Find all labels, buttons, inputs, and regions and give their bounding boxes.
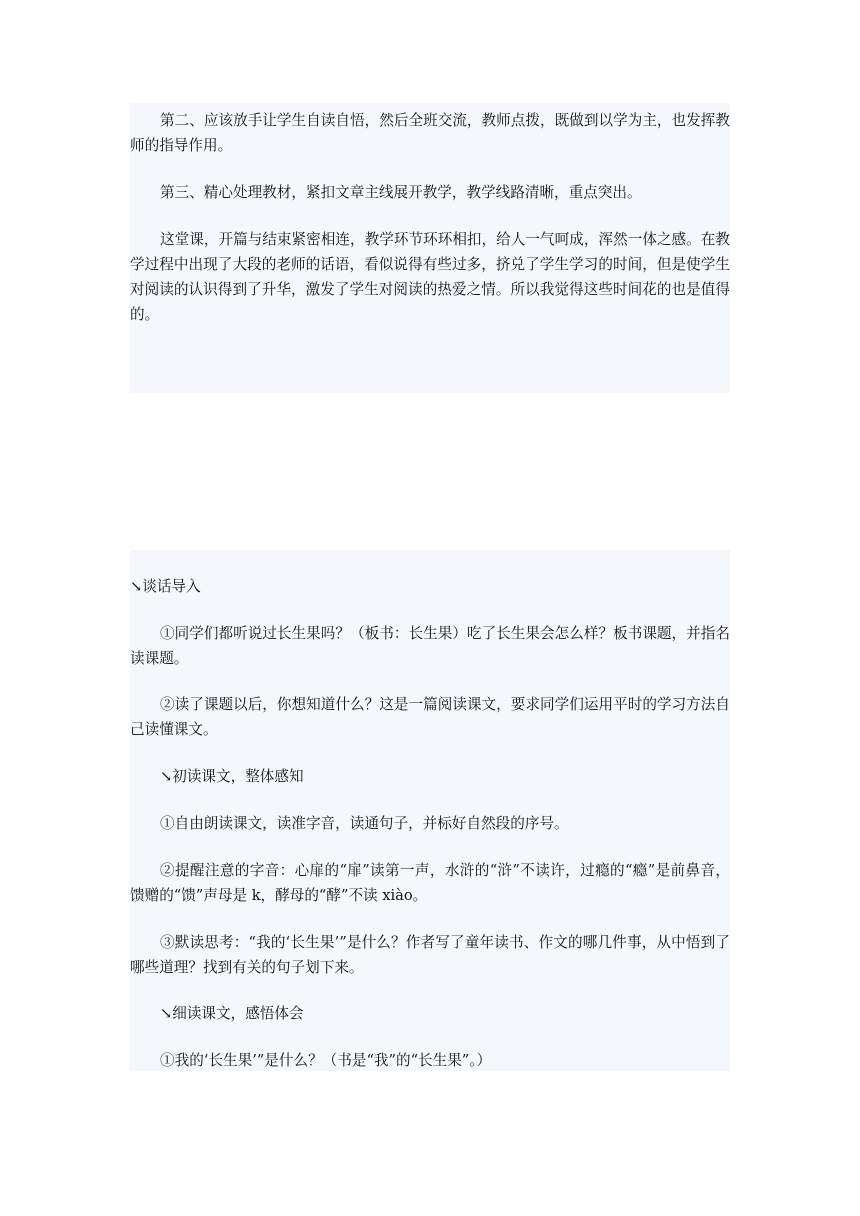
paragraph-second-point: 第二、应该放手让学生自读自悟，然后全班交流，教师点拨，既做到以学为主，也发挥教师的指导作用。 (130, 112, 730, 154)
paragraph-summary: 这堂课，开篇与结束紧密相连，教学环节环环相扣，给人一气呵成，浑然一体之感。在教学过程中出现了大段的老师的话语，看似说得有些过多，挤兑了学生学习的时间，但是使学生对阅读的认识得到了升华，激发了学生对阅读的热爱之情。所以我觉得这些时间花的也是值得的。 (130, 231, 730, 323)
paragraph-third-point: 第三、精心处理教材，紧扣文章主线展开教学，教学线路清晰，重点突出。 (160, 184, 642, 201)
section-heading-first-reading: ↘初读课文，整体感知 (160, 768, 304, 785)
text-block-2 (130, 550, 730, 1071)
paragraph-close-reading-1: ①我的‘长生果’”是什么？（书是“我”的“长生果”。） (160, 1052, 492, 1069)
paragraph-first-reading-3: ③默读思考：“我的‘长生果’”是什么？作者写了童年读书、作文的哪几件事，从中悟到了哪些道理？找到有关的句子划下来。 (130, 934, 730, 976)
text-block-1 (130, 103, 730, 393)
paragraph-first-reading-2: ②提醒注意的字音：心扉的“扉”读第一声，水浒的“浒”不读许，过瘾的“瘾”是前鼻音，馈赠的“馈”声母是 k，酵母的“酵”不读 xiào。 (130, 862, 730, 904)
section-heading-intro: ↘谈话导入 (130, 578, 201, 595)
paragraph-first-reading-1: ①自由朗读课文，读准字音，读通句子，并标好自然段的序号。 (160, 815, 569, 832)
section-heading-close-reading: ↘细读课文，感悟体会 (160, 1005, 304, 1022)
paragraph-intro-1: ①同学们都听说过长生果吗？（板书：长生果）吃了长生果会怎么样？板书课题，并指名读课题。 (130, 625, 730, 667)
paragraph-intro-2: ②读了课题以后，你想知道什么？这是一篇阅读课文，要求同学们运用平时的学习方法自己读懂课文。 (130, 696, 730, 738)
